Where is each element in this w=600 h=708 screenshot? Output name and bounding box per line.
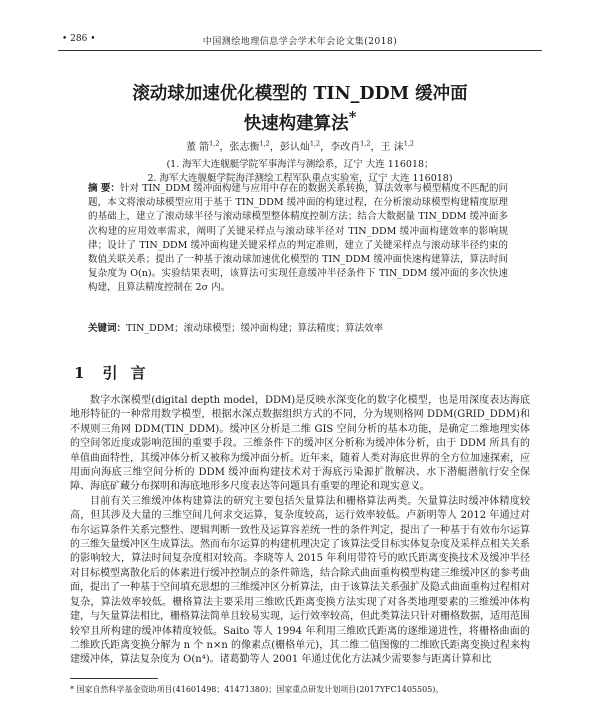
keywords-text: TIN_DDM；滚动球模型；缓冲面构建；算法精度；算法效率 bbox=[126, 323, 384, 334]
section-title: 引 言 bbox=[102, 364, 150, 382]
section-number: 1 bbox=[74, 364, 89, 382]
abstract-label: 摘 要： bbox=[88, 183, 120, 194]
paragraph: 目前有关三维缓冲体构建算法的研究主要包括矢量算法和栅格算法两类。矢量算法时缓冲体精度较高，但其涉及大量的三维空间几何求交运算，复杂度较高，运行效率较低。卢新明等人 2012 年通过对布尔运算条件关系完整性、逻辑判断一致性及运算容差统一性的条件判定，提出了一种基于有效布尔运算的三维矢量缓冲区生成算法。然而布尔运算的构建机理决定了该算法受目标实体复杂度及采样点相关关系的影响较大，算法时间复杂度相对较高。李晓等人 2015 年利用带符号的欧氏距离变换技术及缓冲半径对目标模型离散化后的体素进行缓冲控制点的条件筛选，结合除式曲面重构模型构建三维缓冲区的参考曲面，提出了一种基于空间填充思想的三维缓冲区分析算法，由于该算法关系强扩及隐式曲面重构过程相对复杂，算法效率较低。栅格算法主要采用三维欧氏距离变换方法实现了对各类地理要素的三维缓冲体构建，与矢量算法相比，栅格算法简单且较易实现，运行效率较高，但此类算法只针对栅格数据，适用范围较窄且所构建的缓冲体精度较低。Saito 等人 1994 年利用三维欧氏距离的逐维递进性，将栅格曲面的二维欧氏距离变换分解为 n 个 n×n 的像素点(栅格单元)，其二维二值图像的二维欧氏距离变换过程来构建缓冲体，算法复杂度为 O(n⁴)。诸葛勤等人 2001 年通过优化方法减少需要参与距离计算和比 bbox=[70, 495, 530, 666]
author-affil-sup: 1,2 bbox=[259, 139, 270, 148]
author: 李改肖 bbox=[330, 142, 361, 153]
affiliation-2: 2. 海军大连舰艇学院海洋测绘工程军队重点实验室，辽宁 大连 116018) bbox=[147, 173, 453, 184]
page-header bbox=[62, 34, 538, 50]
author: 王 沫 bbox=[380, 142, 404, 153]
section-heading bbox=[74, 362, 150, 383]
paper-title bbox=[60, 82, 540, 136]
title-line-2 bbox=[60, 106, 540, 136]
author-affil-sup: 1,2 bbox=[209, 139, 220, 148]
abstract bbox=[88, 182, 508, 296]
footnote: * 国家自然科学基金资助项目(41601498；41471380)；国家重点研发计划项目(2017YFC1405505)。 bbox=[70, 685, 444, 694]
header-divider bbox=[58, 50, 542, 51]
affiliation-1: (1. 海军大连舰艇学院军事海洋与测绘系，辽宁 大连 116018； bbox=[166, 159, 434, 170]
author-list: 董 箭$^{1,2}$，张志衡$^{1,2}$，彭认灿$^{1,2}$，李改肖$^{1,2}$，王 沫$^{1,2}$ bbox=[185, 139, 415, 153]
author: 董 箭 bbox=[185, 142, 210, 153]
abstract-text: 针对 TIN_DDM 缓冲面构建与应用中存在的数据关系转换，算法效率与模型精度不匹配的问题，本文将滚动球模型应用于基于 TIN_DDM 缓冲面的构建过程，在分析滚动球模型构建精度原理的基础上，建立了滚动球半径与滚动球模型整体精度控制方法；结合大数据量 TIN_DDM 缓冲面多次构建的应用效率需求，阐明了关键采样点与滚动球半径对 TIN_DDM 缓冲面构建效率的影响规律；设计了 TIN_DDM 缓冲面构建关键采样点的判定准则，建立了关键采样点与滚动球半径约束的数值关联关系；提出了一种基于滚动球加速优化模型的 TIN_DDM 缓冲面快速构建算法，算法时间复杂度为 O(n)。实验结果表明，该算法可实现任意缓冲半径条件下 TIN_DDM 缓冲面的多次快速构建，且算法精度控制在 2σ 内。 bbox=[88, 183, 508, 294]
body-text bbox=[70, 394, 530, 668]
paragraph: 数字水深模型(digital depth model，DDM)是反映水深变化的数字化模型，也是用深度表达海底地形特征的一种常用数学模型，根据水深点数据组织方式的不同，分为规则格网 DDM(GRID_DDM)和不规则三角网 DDM(TIN_DDM)。缓冲区分析是二维 GIS 空间分析的基本功能，是确定二维地理实体的空间邻近度或影响范围的重要手段。三维条件下的缓冲区分析称为缓冲体分析，由于 DDM 所具有的单值曲面特性，其缓冲体分析又被称为缓冲面分析。近年来，随着人类对海底世界的全方位加速探索，应用面向海底三维空间分析的 DDM 缓冲面构建技术对于海底污染源扩散解决、水下潜艇潜航行安全保障、海底矿藏分布探明和海底地形多尺度表达等问题具有重要的理论和现实意义。 bbox=[70, 395, 530, 493]
title-line-1: 滚动球加速优化模型的 TIN_DDM 缓冲面 bbox=[132, 84, 468, 104]
author-affil-sup: 1,2 bbox=[309, 139, 321, 148]
keywords-label: 关键词： bbox=[88, 323, 127, 334]
keywords bbox=[88, 322, 508, 336]
author: 张志衡 bbox=[229, 142, 260, 153]
running-title: 中国测绘地理信息学会学术年会论文集(2018) bbox=[202, 37, 398, 47]
title-footnote-marker: * bbox=[348, 109, 357, 126]
author-affil-sup: 1,2 bbox=[360, 139, 371, 148]
page-number: • 286 • bbox=[62, 34, 96, 44]
author: 彭认灿 bbox=[279, 142, 310, 153]
author-affil-sup: 1,2 bbox=[403, 139, 415, 148]
title-line-2-text: 快速构建算法 bbox=[243, 113, 349, 134]
footnote-divider bbox=[70, 678, 158, 679]
